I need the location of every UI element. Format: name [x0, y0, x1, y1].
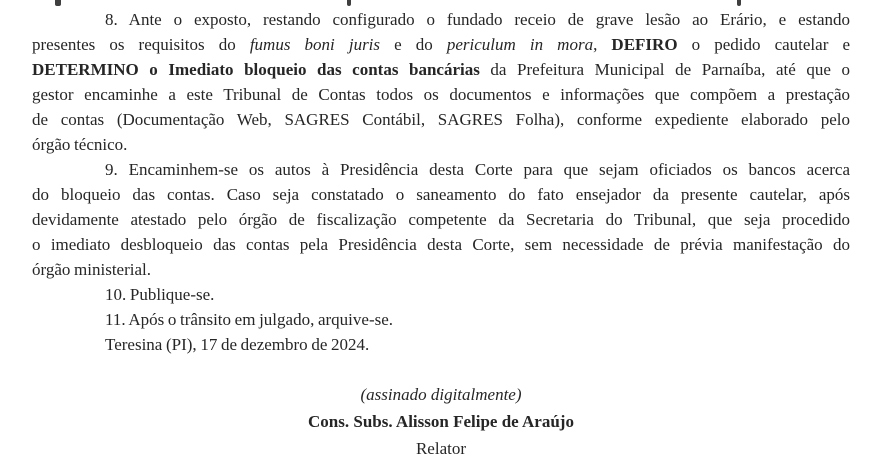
text-line [32, 182, 850, 207]
text-segment: de contas (Documentação Web, SAGRES Contábil, SAGRES Folha), conforme expediente elaborado pelo [32, 110, 850, 129]
text-line [32, 7, 850, 32]
text-line [32, 107, 850, 132]
text-segment: 8. Ante o exposto, restando configurado o fundado receio de grave lesão ao Erário, e estando [105, 10, 850, 29]
text-line [32, 307, 850, 332]
text-segment: periculum in mora [446, 35, 594, 54]
clipped-text-fragment [55, 0, 61, 6]
text-segment: órgão técnico. [32, 135, 128, 154]
text-segment: órgão ministerial. [32, 260, 152, 279]
text-segment: DETERMINO o Imediato bloqueio das contas bancárias [32, 60, 480, 79]
text-segment: da Prefeitura Municipal de Parnaíba, até que o [479, 60, 850, 79]
text-segment: do bloqueio das contas. Caso seja constatado o saneamento do fato ensejador da presente cautelar, após [32, 185, 850, 204]
text-line [32, 132, 850, 157]
text-segment: devidamente atestado pelo órgão de fiscalização competente da Secretaria do Tribunal, que seja procedido [32, 210, 850, 229]
text-line [32, 332, 850, 357]
signature-block [32, 381, 850, 462]
text-segment: 9. Encaminhem-se os autos à Presidência desta Corte para que sejam oficiados os bancos acerca [105, 160, 850, 179]
text-line [32, 32, 850, 57]
text-segment: gestor encaminhe a este Tribunal de Contas todos os documentos e informações que compõem a prestação [32, 85, 850, 104]
clipped-text-fragment [347, 0, 351, 6]
document-body [32, 7, 850, 357]
text-segment: o pedido cautelar e [677, 35, 850, 54]
clipped-text-fragment [737, 0, 741, 6]
text-segment: e do [380, 35, 447, 54]
signer-role: Relator [415, 439, 467, 458]
text-line [32, 232, 850, 257]
text-line [32, 82, 850, 107]
signer-name: Cons. Subs. Alisson Felipe de Araújo [308, 412, 574, 431]
text-line [32, 207, 850, 232]
text-line [32, 157, 850, 182]
digitally-signed-note: (assinado digitalmente) [360, 385, 522, 404]
text-segment: DEFIRO [611, 35, 678, 54]
text-segment: Teresina (PI), 17 de dezembro de 2024. [105, 335, 370, 354]
text-segment: 11. Após o trânsito em julgado, arquive-se. [105, 310, 394, 329]
text-line [32, 282, 850, 307]
text-segment: , [593, 35, 612, 54]
text-segment: 10. Publique-se. [105, 285, 215, 304]
text-segment: fumus boni juris [249, 35, 381, 54]
text-segment: o imediato desbloqueio das contas pela Presidência desta Corte, sem necessidade de prévia manifestação do [32, 235, 850, 254]
text-line [32, 57, 850, 82]
text-line [32, 257, 850, 282]
text-segment: presentes os requisitos do [32, 35, 250, 54]
